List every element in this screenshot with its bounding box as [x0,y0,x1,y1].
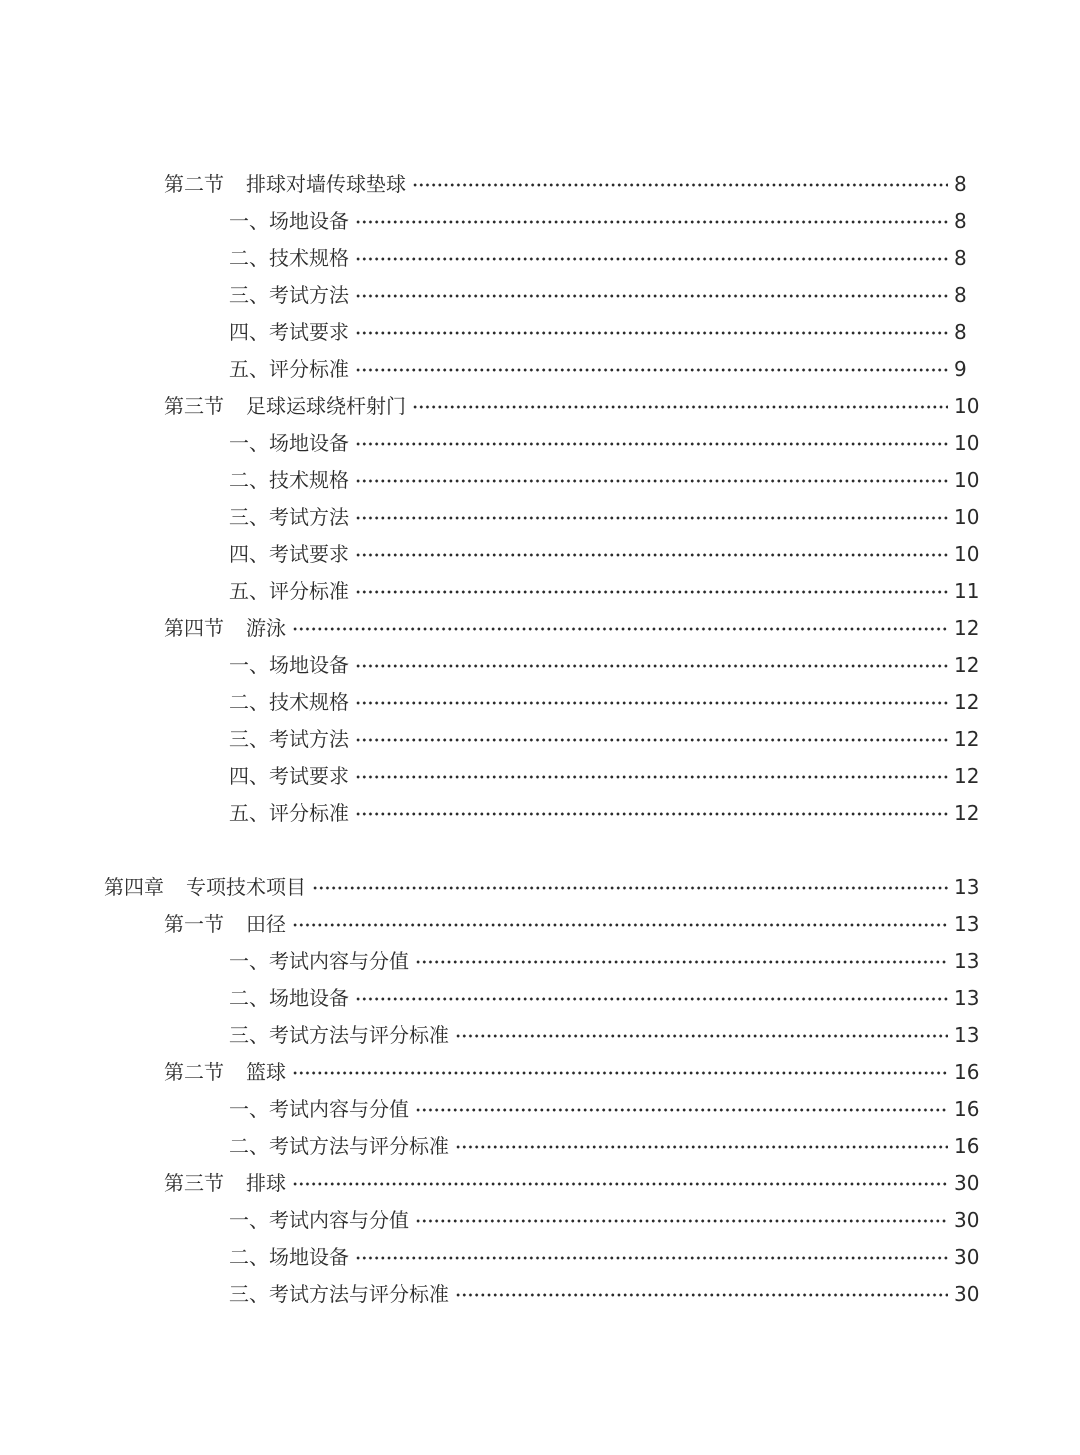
toc-entry-section[interactable] [0,1165,1080,1202]
toc-entry-item[interactable] [0,573,1080,610]
toc-entry-item[interactable] [0,943,1080,980]
toc-entry-title: 排球对墙传球垫球 [246,172,406,196]
dot-leader [355,536,948,573]
toc-entry-title: 一、考试内容与分值 [229,1208,409,1232]
toc-entry-page-number: 8 [954,283,967,307]
toc-entry-item[interactable] [0,1128,1080,1165]
dot-leader [412,388,948,425]
dot-leader [355,277,948,314]
dot-leader [355,351,948,388]
toc-entry-item[interactable] [0,351,1080,388]
dot-leader [355,425,948,462]
dot-leader [455,1017,948,1054]
toc-entry-title: 三、考试方法 [229,727,349,751]
toc-entry-title: 二、考试方法与评分标准 [229,1134,449,1158]
toc-entry-title: 篮球 [246,1060,286,1084]
toc-entry-item[interactable] [0,536,1080,573]
toc-entry-item[interactable] [0,1202,1080,1239]
toc-entry-page-number: 13 [954,986,980,1010]
toc-entry-title: 三、考试方法与评分标准 [229,1023,449,1047]
toc-entry-title: 二、技术规格 [229,468,349,492]
toc-entry-item[interactable] [0,647,1080,684]
toc-entry-page-number: 10 [954,431,980,455]
toc-entry-page-number: 13 [954,875,980,899]
toc-entry-section[interactable] [0,1054,1080,1091]
toc-entry-item[interactable] [0,758,1080,795]
dot-leader [355,203,948,240]
toc-entry-item[interactable] [0,314,1080,351]
toc-entry-title: 四、考试要求 [229,542,349,566]
dot-leader [355,1239,948,1276]
toc-entry-title: 二、场地设备 [229,986,349,1010]
dot-leader [355,462,948,499]
toc-entry-page-number: 12 [954,764,980,788]
toc-entry-item[interactable] [0,1276,1080,1313]
dot-leader [355,314,948,351]
toc-entry-page-number: 13 [954,912,980,936]
toc-entry-item[interactable] [0,1239,1080,1276]
toc-entry-title: 田径 [246,912,286,936]
toc-entry-title: 三、考试方法与评分标准 [229,1282,449,1306]
dot-leader [355,647,948,684]
dot-leader [355,573,948,610]
dot-leader [415,943,948,980]
toc-entry-page-number: 12 [954,801,980,825]
dot-leader [292,1054,948,1091]
toc-entry-title: 一、场地设备 [229,653,349,677]
toc-entry-item[interactable] [0,203,1080,240]
toc-entry-title: 四、考试要求 [229,764,349,788]
toc-entry-item[interactable] [0,684,1080,721]
toc-entry-title: 五、评分标准 [229,579,349,603]
dot-leader [292,610,948,647]
dot-leader [312,869,948,906]
toc-entry-title: 五、评分标准 [229,801,349,825]
toc-entry-title: 一、场地设备 [229,431,349,455]
toc-entry-item[interactable] [0,795,1080,832]
dot-leader [355,721,948,758]
toc-entry-number: 第四章 [104,875,164,899]
toc-entry-item[interactable] [0,721,1080,758]
toc-entry-page-number: 30 [954,1171,980,1195]
toc-entry-page-number: 8 [954,320,967,344]
toc-entry-title: 三、考试方法 [229,283,349,307]
toc-entry-title: 一、考试内容与分值 [229,1097,409,1121]
toc-entry-title: 二、技术规格 [229,690,349,714]
dot-leader [415,1091,948,1128]
toc-entry-title: 二、技术规格 [229,246,349,270]
dot-leader [455,1276,948,1313]
toc-entry-item[interactable] [0,240,1080,277]
toc-entry-item[interactable] [0,277,1080,314]
toc-entry-page-number: 30 [954,1208,980,1232]
toc-entry-page-number: 8 [954,246,967,270]
toc-entry-title: 二、场地设备 [229,1245,349,1269]
toc-entry-number: 第一节 [164,912,224,936]
toc-entry-section[interactable] [0,906,1080,943]
dot-leader [412,166,948,203]
toc-entry-page-number: 13 [954,949,980,973]
toc-entry-page-number: 11 [954,579,980,603]
toc-entry-number: 第四节 [164,616,224,640]
toc-entry-page-number: 30 [954,1282,980,1306]
dot-leader [355,499,948,536]
dot-leader [292,1165,948,1202]
toc-entry-page-number: 10 [954,505,980,529]
toc-entry-page-number: 30 [954,1245,980,1269]
toc-entry-page-number: 10 [954,468,980,492]
dot-leader [355,980,948,1017]
toc-entry-section[interactable] [0,388,1080,425]
toc-entry-item[interactable] [0,462,1080,499]
toc-entry-title: 排球 [246,1171,286,1195]
toc-entry-title: 游泳 [246,616,286,640]
toc-entry-page-number: 8 [954,209,967,233]
toc-entry-number: 第三节 [164,394,224,418]
toc-entry-number: 第二节 [164,1060,224,1084]
toc-entry-item[interactable] [0,980,1080,1017]
toc-entry-page-number: 10 [954,394,980,418]
toc-entry-title: 四、考试要求 [229,320,349,344]
toc-entry-page-number: 12 [954,616,980,640]
toc-entry-title: 一、考试内容与分值 [229,949,409,973]
toc-entry-page-number: 12 [954,727,980,751]
toc-entry-title: 专项技术项目 [186,875,306,899]
dot-leader [455,1128,948,1165]
dot-leader [415,1202,948,1239]
toc-entry-number: 第二节 [164,172,224,196]
dot-leader [355,795,948,832]
toc-entry-section[interactable] [0,166,1080,203]
toc-entry-title: 五、评分标准 [229,357,349,381]
toc-entry-title: 一、场地设备 [229,209,349,233]
dot-leader [292,906,948,943]
toc-entry-page-number: 12 [954,690,980,714]
toc-entry-page-number: 16 [954,1134,980,1158]
toc-entry-chapter[interactable] [0,869,1080,906]
toc-entry-item[interactable] [0,1091,1080,1128]
toc-entry-title: 足球运球绕杆射门 [246,394,406,418]
toc-entry-item[interactable] [0,1017,1080,1054]
toc-entry-page-number: 12 [954,653,980,677]
dot-leader [355,758,948,795]
toc-entry-page-number: 10 [954,542,980,566]
toc-entry-page-number: 9 [954,357,967,381]
toc-entry-page-number: 8 [954,172,967,196]
toc-entry-item[interactable] [0,425,1080,462]
toc-entry-page-number: 16 [954,1060,980,1084]
dot-leader [355,684,948,721]
toc-entry-page-number: 16 [954,1097,980,1121]
toc-entry-number: 第三节 [164,1171,224,1195]
toc-entry-section[interactable] [0,610,1080,647]
table-of-contents [0,166,1080,1313]
dot-leader [355,240,948,277]
toc-entry-page-number: 13 [954,1023,980,1047]
toc-entry-title: 三、考试方法 [229,505,349,529]
toc-entry-item[interactable] [0,499,1080,536]
